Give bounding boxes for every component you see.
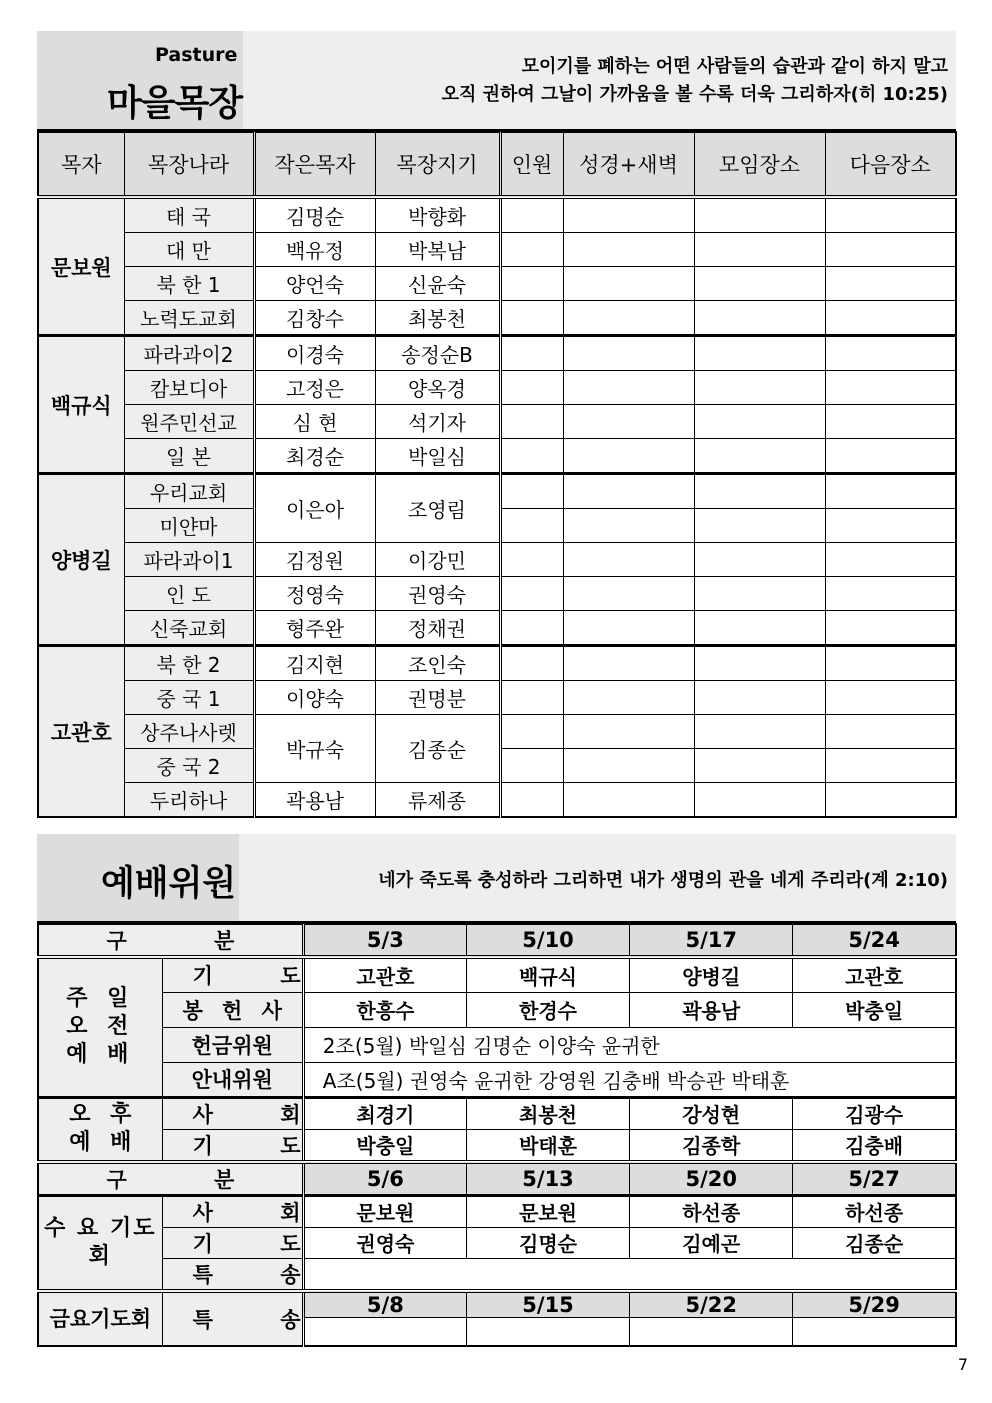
name-cell: 문보원 bbox=[303, 1195, 466, 1227]
next-place-cell[interactable] bbox=[825, 543, 956, 577]
col-header: 목장지기 bbox=[375, 132, 500, 197]
count-cell[interactable] bbox=[500, 197, 563, 233]
next-place-cell[interactable] bbox=[825, 681, 956, 715]
worship-verse: 네가 죽도록 충성하라 그리하면 내가 생명의 관을 네게 주리라(계 2:10) bbox=[378, 870, 948, 891]
pastor-name: 고관호 bbox=[38, 646, 124, 818]
small-pastor-cell: 박규숙 bbox=[254, 715, 375, 783]
name-cell: 김광수 bbox=[793, 1097, 956, 1129]
bible-cell[interactable] bbox=[563, 233, 694, 267]
keeper-cell: 조영림 bbox=[375, 474, 500, 543]
nation-cell: 노력도교회 bbox=[124, 301, 254, 336]
name-cell: 문보원 bbox=[466, 1195, 629, 1227]
col-header: 인원 bbox=[500, 132, 563, 197]
table-row bbox=[38, 1162, 956, 1196]
next-place-cell[interactable] bbox=[825, 783, 956, 818]
place-cell[interactable] bbox=[694, 197, 825, 233]
nation-cell: 원주민선교 bbox=[124, 405, 254, 439]
date-cell: 5/29 bbox=[793, 1291, 956, 1318]
date-cell: 5/15 bbox=[466, 1291, 629, 1318]
small-pastor-cell: 김정원 bbox=[254, 543, 375, 577]
date-cell: 5/27 bbox=[793, 1162, 956, 1196]
count-cell[interactable] bbox=[500, 474, 563, 509]
place-cell[interactable] bbox=[694, 543, 825, 577]
small-pastor-cell: 곽용남 bbox=[254, 783, 375, 818]
date-cell: 5/20 bbox=[630, 1162, 793, 1196]
small-pastor-cell: 김창수 bbox=[254, 301, 375, 336]
bible-cell[interactable] bbox=[563, 543, 694, 577]
place-cell[interactable] bbox=[694, 233, 825, 267]
count-cell[interactable] bbox=[500, 405, 563, 439]
bible-cell[interactable] bbox=[563, 611, 694, 646]
usher-team: A조(5월) 권영숙 윤귀한 강영원 김충배 박승관 박태훈 bbox=[303, 1062, 956, 1097]
name-cell: 양병길 bbox=[630, 957, 793, 992]
table-header-row bbox=[38, 132, 956, 197]
count-cell[interactable] bbox=[500, 749, 563, 783]
table-row bbox=[38, 646, 956, 681]
table-row bbox=[38, 783, 956, 818]
nation-cell: 중 국 1 bbox=[124, 681, 254, 715]
next-place-cell[interactable] bbox=[825, 509, 956, 543]
bible-cell[interactable] bbox=[563, 474, 694, 509]
place-cell[interactable] bbox=[694, 715, 825, 749]
row-label: 특 송 bbox=[162, 1291, 303, 1346]
row-label: 기 도 bbox=[162, 1227, 303, 1258]
nation-cell: 북 한 1 bbox=[124, 267, 254, 301]
count-cell[interactable] bbox=[500, 371, 563, 405]
next-place-cell[interactable] bbox=[825, 233, 956, 267]
bible-cell[interactable] bbox=[563, 646, 694, 681]
name-cell: 박충일 bbox=[793, 992, 956, 1027]
date-cell: 5/10 bbox=[466, 924, 629, 957]
pasture-title: 마을목장 bbox=[107, 83, 243, 124]
name-cell: 권영숙 bbox=[303, 1227, 466, 1258]
count-cell[interactable] bbox=[500, 509, 563, 543]
table-row bbox=[38, 681, 956, 715]
pasture-table bbox=[37, 131, 957, 818]
count-cell[interactable] bbox=[500, 336, 563, 371]
nation-cell: 북 한 2 bbox=[124, 646, 254, 681]
place-cell[interactable] bbox=[694, 371, 825, 405]
row-label: 특 송 bbox=[162, 1258, 303, 1291]
bible-cell[interactable] bbox=[563, 783, 694, 818]
table-row bbox=[38, 543, 956, 577]
table-row bbox=[38, 474, 956, 509]
keeper-cell: 석기자 bbox=[375, 405, 500, 439]
table-row bbox=[38, 992, 956, 1027]
small-pastor-cell: 백유정 bbox=[254, 233, 375, 267]
bible-cell[interactable] bbox=[563, 336, 694, 371]
row-label: 기 도 bbox=[162, 957, 303, 992]
page-number: 7 bbox=[957, 1355, 968, 1374]
row-label: 봉 헌 사 bbox=[162, 992, 303, 1027]
pastor-name: 양병길 bbox=[38, 474, 124, 646]
place-cell[interactable] bbox=[694, 267, 825, 301]
nation-cell: 인 도 bbox=[124, 577, 254, 611]
place-cell[interactable] bbox=[694, 336, 825, 371]
worship-header bbox=[37, 834, 956, 922]
name-cell: 한흥수 bbox=[303, 992, 466, 1027]
nation-cell: 캄보디아 bbox=[124, 371, 254, 405]
place-cell[interactable] bbox=[694, 681, 825, 715]
small-pastor-cell: 이양숙 bbox=[254, 681, 375, 715]
name-cell: 고관호 bbox=[303, 957, 466, 992]
row-label: 사 회 bbox=[162, 1195, 303, 1227]
small-pastor-cell: 형주완 bbox=[254, 611, 375, 646]
keeper-cell: 권영숙 bbox=[375, 577, 500, 611]
bible-cell[interactable] bbox=[563, 577, 694, 611]
count-cell[interactable] bbox=[500, 646, 563, 681]
keeper-cell: 박향화 bbox=[375, 197, 500, 233]
next-place-cell[interactable] bbox=[825, 439, 956, 474]
small-pastor-cell: 이경숙 bbox=[254, 336, 375, 371]
name-cell: 한경수 bbox=[466, 992, 629, 1027]
table-row bbox=[38, 371, 956, 405]
nation-cell: 두리하나 bbox=[124, 783, 254, 818]
next-place-cell[interactable] bbox=[825, 405, 956, 439]
bible-cell[interactable] bbox=[563, 405, 694, 439]
nation-cell: 파라과이1 bbox=[124, 543, 254, 577]
bible-cell[interactable] bbox=[563, 715, 694, 749]
nation-cell: 태 국 bbox=[124, 197, 254, 233]
nation-cell: 중 국 2 bbox=[124, 749, 254, 783]
bible-cell[interactable] bbox=[563, 509, 694, 543]
small-pastor-cell: 심 현 bbox=[254, 405, 375, 439]
date-cell: 5/13 bbox=[466, 1162, 629, 1196]
date-cell: 5/3 bbox=[303, 924, 466, 957]
col-header: 모임장소 bbox=[694, 132, 825, 197]
bible-cell[interactable] bbox=[563, 301, 694, 336]
row-label: 기 도 bbox=[162, 1129, 303, 1162]
next-place-cell[interactable] bbox=[825, 474, 956, 509]
pasture-subtitle: Pasture bbox=[155, 44, 238, 66]
bible-cell[interactable] bbox=[563, 267, 694, 301]
table-row bbox=[38, 1027, 956, 1062]
count-cell[interactable] bbox=[500, 439, 563, 474]
pasture-header bbox=[37, 31, 956, 130]
next-place-cell[interactable] bbox=[825, 197, 956, 233]
name-cell: 강성현 bbox=[630, 1097, 793, 1129]
place-cell[interactable] bbox=[694, 301, 825, 336]
count-cell[interactable] bbox=[500, 783, 563, 818]
category-afternoon: 오 후 예 배 bbox=[38, 1097, 162, 1162]
table-row bbox=[38, 924, 956, 957]
table-row bbox=[38, 405, 956, 439]
worship-table bbox=[37, 923, 957, 1347]
table-row bbox=[38, 957, 956, 992]
name-cell: 고관호 bbox=[793, 957, 956, 992]
name-cell: 최봉천 bbox=[466, 1097, 629, 1129]
place-cell[interactable] bbox=[694, 405, 825, 439]
division-label: 구 분 bbox=[38, 924, 303, 957]
keeper-cell: 정채권 bbox=[375, 611, 500, 646]
special-song-cell[interactable] bbox=[466, 1318, 629, 1346]
place-cell[interactable] bbox=[694, 646, 825, 681]
verse-line-2: 오직 권하여 그날이 가까움을 볼 수록 더욱 그리하자(히 10:25) bbox=[441, 84, 948, 105]
pastor-name: 문보원 bbox=[38, 197, 124, 336]
keeper-cell: 조인숙 bbox=[375, 646, 500, 681]
name-cell: 김종순 bbox=[793, 1227, 956, 1258]
name-cell: 김예곤 bbox=[630, 1227, 793, 1258]
table-row bbox=[38, 336, 956, 371]
keeper-cell: 박복남 bbox=[375, 233, 500, 267]
name-cell: 김명순 bbox=[466, 1227, 629, 1258]
small-pastor-cell: 고정은 bbox=[254, 371, 375, 405]
table-row bbox=[38, 439, 956, 474]
small-pastor-cell: 김지현 bbox=[254, 646, 375, 681]
place-cell[interactable] bbox=[694, 509, 825, 543]
name-cell: 김충배 bbox=[793, 1129, 956, 1162]
next-place-cell[interactable] bbox=[825, 611, 956, 646]
name-cell: 박충일 bbox=[303, 1129, 466, 1162]
table-row bbox=[38, 301, 956, 336]
keeper-cell: 송정순B bbox=[375, 336, 500, 371]
worship-title: 예배위원 bbox=[101, 864, 237, 904]
category-friday: 금요기도회 bbox=[38, 1291, 162, 1346]
keeper-cell: 박일심 bbox=[375, 439, 500, 474]
table-row bbox=[38, 611, 956, 646]
row-label: 헌금위원 bbox=[162, 1027, 303, 1062]
count-cell[interactable] bbox=[500, 577, 563, 611]
small-pastor-cell: 정영숙 bbox=[254, 577, 375, 611]
table-row bbox=[38, 1097, 956, 1129]
table-row bbox=[38, 715, 956, 749]
table-row bbox=[38, 1062, 956, 1097]
table-row bbox=[38, 267, 956, 301]
small-pastor-cell: 최경순 bbox=[254, 439, 375, 474]
row-label: 안내위원 bbox=[162, 1062, 303, 1097]
col-header: 성경+새벽 bbox=[563, 132, 694, 197]
keeper-cell: 김종순 bbox=[375, 715, 500, 783]
bible-cell[interactable] bbox=[563, 197, 694, 233]
special-song-cell[interactable] bbox=[793, 1318, 956, 1346]
collection-team: 2조(5월) 박일심 김명순 이양숙 윤귀한 bbox=[303, 1027, 956, 1062]
count-cell[interactable] bbox=[500, 543, 563, 577]
division-label: 구 분 bbox=[38, 1162, 303, 1196]
place-cell[interactable] bbox=[694, 577, 825, 611]
nation-cell: 파라과이2 bbox=[124, 336, 254, 371]
table-row bbox=[38, 1291, 956, 1318]
bible-cell[interactable] bbox=[563, 439, 694, 474]
next-place-cell[interactable] bbox=[825, 577, 956, 611]
category-wednesday: 수 요 기도회 bbox=[38, 1195, 162, 1291]
next-place-cell[interactable] bbox=[825, 371, 956, 405]
date-cell: 5/22 bbox=[630, 1291, 793, 1318]
date-cell: 5/6 bbox=[303, 1162, 466, 1196]
bible-cell[interactable] bbox=[563, 681, 694, 715]
small-pastor-cell: 양언숙 bbox=[254, 267, 375, 301]
keeper-cell: 류제종 bbox=[375, 783, 500, 818]
special-song-cell[interactable] bbox=[630, 1318, 793, 1346]
count-cell[interactable] bbox=[500, 681, 563, 715]
next-place-cell[interactable] bbox=[825, 267, 956, 301]
pastor-name: 백규식 bbox=[38, 336, 124, 474]
table-row bbox=[38, 577, 956, 611]
table-row bbox=[38, 233, 956, 267]
place-cell[interactable] bbox=[694, 611, 825, 646]
count-cell[interactable] bbox=[500, 611, 563, 646]
place-cell[interactable] bbox=[694, 474, 825, 509]
place-cell[interactable] bbox=[694, 439, 825, 474]
name-cell: 김종학 bbox=[630, 1129, 793, 1162]
small-pastor-cell: 이은아 bbox=[254, 474, 375, 543]
name-cell: 박태훈 bbox=[466, 1129, 629, 1162]
col-header: 다음장소 bbox=[825, 132, 956, 197]
nation-cell: 우리교회 bbox=[124, 474, 254, 509]
table-row bbox=[38, 197, 956, 233]
date-cell: 5/8 bbox=[303, 1291, 466, 1318]
nation-cell: 대 만 bbox=[124, 233, 254, 267]
next-place-cell[interactable] bbox=[825, 646, 956, 681]
count-cell[interactable] bbox=[500, 715, 563, 749]
next-place-cell[interactable] bbox=[825, 336, 956, 371]
place-cell[interactable] bbox=[694, 783, 825, 818]
place-cell[interactable] bbox=[694, 749, 825, 783]
next-place-cell[interactable] bbox=[825, 715, 956, 749]
table-row bbox=[38, 1129, 956, 1162]
col-header: 목자 bbox=[38, 132, 124, 197]
table-row bbox=[38, 1258, 956, 1291]
name-cell: 최경기 bbox=[303, 1097, 466, 1129]
next-place-cell[interactable] bbox=[825, 301, 956, 336]
keeper-cell: 이강민 bbox=[375, 543, 500, 577]
keeper-cell: 양옥경 bbox=[375, 371, 500, 405]
nation-cell: 상주나사렛 bbox=[124, 715, 254, 749]
name-cell: 곽용남 bbox=[630, 992, 793, 1027]
special-song-cell[interactable] bbox=[303, 1258, 956, 1291]
date-cell: 5/24 bbox=[793, 924, 956, 957]
small-pastor-cell: 김명순 bbox=[254, 197, 375, 233]
table-row bbox=[38, 1195, 956, 1227]
pasture-verse bbox=[442, 53, 948, 109]
keeper-cell: 신윤숙 bbox=[375, 267, 500, 301]
col-header: 목장나라 bbox=[124, 132, 254, 197]
date-cell: 5/17 bbox=[630, 924, 793, 957]
count-cell[interactable] bbox=[500, 233, 563, 267]
name-cell: 백규식 bbox=[466, 957, 629, 992]
col-header: 작은목자 bbox=[254, 132, 375, 197]
next-place-cell[interactable] bbox=[825, 749, 956, 783]
name-cell: 하선종 bbox=[793, 1195, 956, 1227]
name-cell: 하선종 bbox=[630, 1195, 793, 1227]
nation-cell: 미얀마 bbox=[124, 509, 254, 543]
nation-cell: 신죽교회 bbox=[124, 611, 254, 646]
row-label: 사 회 bbox=[162, 1097, 303, 1129]
keeper-cell: 권명분 bbox=[375, 681, 500, 715]
bible-cell[interactable] bbox=[563, 371, 694, 405]
category-sunday: 주 일 오 전 예 배 bbox=[38, 957, 162, 1097]
nation-cell: 일 본 bbox=[124, 439, 254, 474]
bible-cell[interactable] bbox=[563, 749, 694, 783]
table-row bbox=[38, 1227, 956, 1258]
verse-line-1: 모이기를 폐하는 어떤 사람들의 습관과 같이 하지 말고 bbox=[521, 56, 948, 77]
count-cell[interactable] bbox=[500, 267, 563, 301]
keeper-cell: 최봉천 bbox=[375, 301, 500, 336]
count-cell[interactable] bbox=[500, 301, 563, 336]
